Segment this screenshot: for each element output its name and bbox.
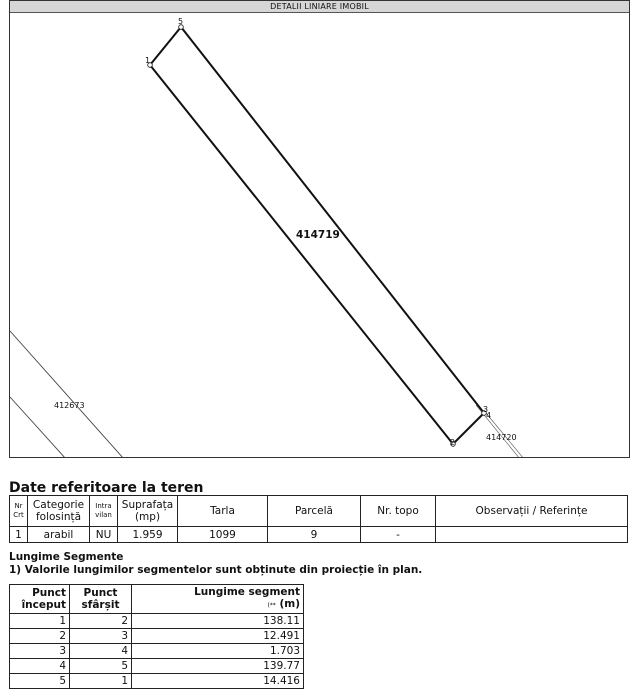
header-categorie: Categorie folosință: [28, 496, 90, 527]
vertex-label-2: 2: [450, 438, 456, 447]
header-intravilan: Intra vilan: [90, 496, 118, 527]
table-row: [10, 674, 304, 689]
header-lungime-unit-sup: (**: [267, 602, 276, 609]
header-lungime-unit: (m): [279, 598, 300, 610]
table-row: [10, 644, 304, 659]
cell-end: 3: [70, 629, 132, 644]
header-suprafata: Suprafața (mp): [118, 496, 178, 527]
table-row: [10, 527, 628, 543]
cell-start: 3: [10, 644, 70, 659]
cell-start: 4: [10, 659, 70, 674]
cell-length: 12.491: [132, 629, 304, 644]
header-nr-crt: Nr Crt: [10, 496, 28, 527]
cell-nr-topo: -: [361, 527, 436, 543]
plan-header: DETALII LINIARE IMOBIL: [10, 1, 629, 13]
cell-end: 5: [70, 659, 132, 674]
vertex-label-5: 5: [178, 17, 184, 26]
cell-parcela: 9: [268, 527, 361, 543]
header-observatii: Observații / Referințe: [436, 496, 628, 527]
cell-intravilan: NU: [90, 527, 118, 543]
header-lungime-label: Lungime segment: [194, 586, 300, 598]
land-data-title: Date referitoare la teren: [9, 480, 204, 496]
table-header-row: [10, 585, 304, 614]
table-row: [10, 614, 304, 629]
header-punct-sfarsit: Punct sfârșit: [70, 585, 132, 614]
cell-length: 1.703: [132, 644, 304, 659]
segments-title: Lungime Segmente: [9, 551, 124, 563]
cell-nr-crt: 1: [10, 527, 28, 543]
cell-length: 14.416: [132, 674, 304, 689]
table-row: [10, 629, 304, 644]
neighbor-parcel-label: 412673: [54, 401, 85, 410]
header-tarla: Tarla: [178, 496, 268, 527]
cell-categorie: arabil: [28, 527, 90, 543]
neighbor-boundary-line: [10, 331, 124, 458]
cell-end: 2: [70, 614, 132, 629]
cell-length: 138.11: [132, 614, 304, 629]
table-header-row: [10, 496, 628, 527]
header-lungime-segment: [132, 585, 304, 614]
cell-suprafata: 1.959: [118, 527, 178, 543]
plan-frame: [9, 0, 630, 458]
land-data-table: [9, 495, 628, 543]
vertex-label-4: 4: [486, 411, 492, 420]
parcel-number-label: 414719: [296, 229, 340, 241]
cell-observatii: [436, 527, 628, 543]
header-punct-inceput: Punct început: [10, 585, 70, 614]
segments-note: 1) Valorile lungimilor segmentelor sunt obținute din proiecție în plan.: [9, 564, 423, 576]
cell-start: 2: [10, 629, 70, 644]
neighbor-parcel-label: 414720: [486, 433, 517, 442]
vertex-label-3: 3: [483, 405, 489, 414]
segments-table: [9, 584, 304, 689]
cell-start: 5: [10, 674, 70, 689]
cell-end: 1: [70, 674, 132, 689]
plan-drawing: [10, 13, 630, 458]
vertex-label-1: 1: [145, 56, 151, 65]
header-nr-topo: Nr. topo: [361, 496, 436, 527]
cell-end: 4: [70, 644, 132, 659]
cell-tarla: 1099: [178, 527, 268, 543]
table-row: [10, 659, 304, 674]
cell-start: 1: [10, 614, 70, 629]
header-parcela: Parcelă: [268, 496, 361, 527]
cell-length: 139.77: [132, 659, 304, 674]
